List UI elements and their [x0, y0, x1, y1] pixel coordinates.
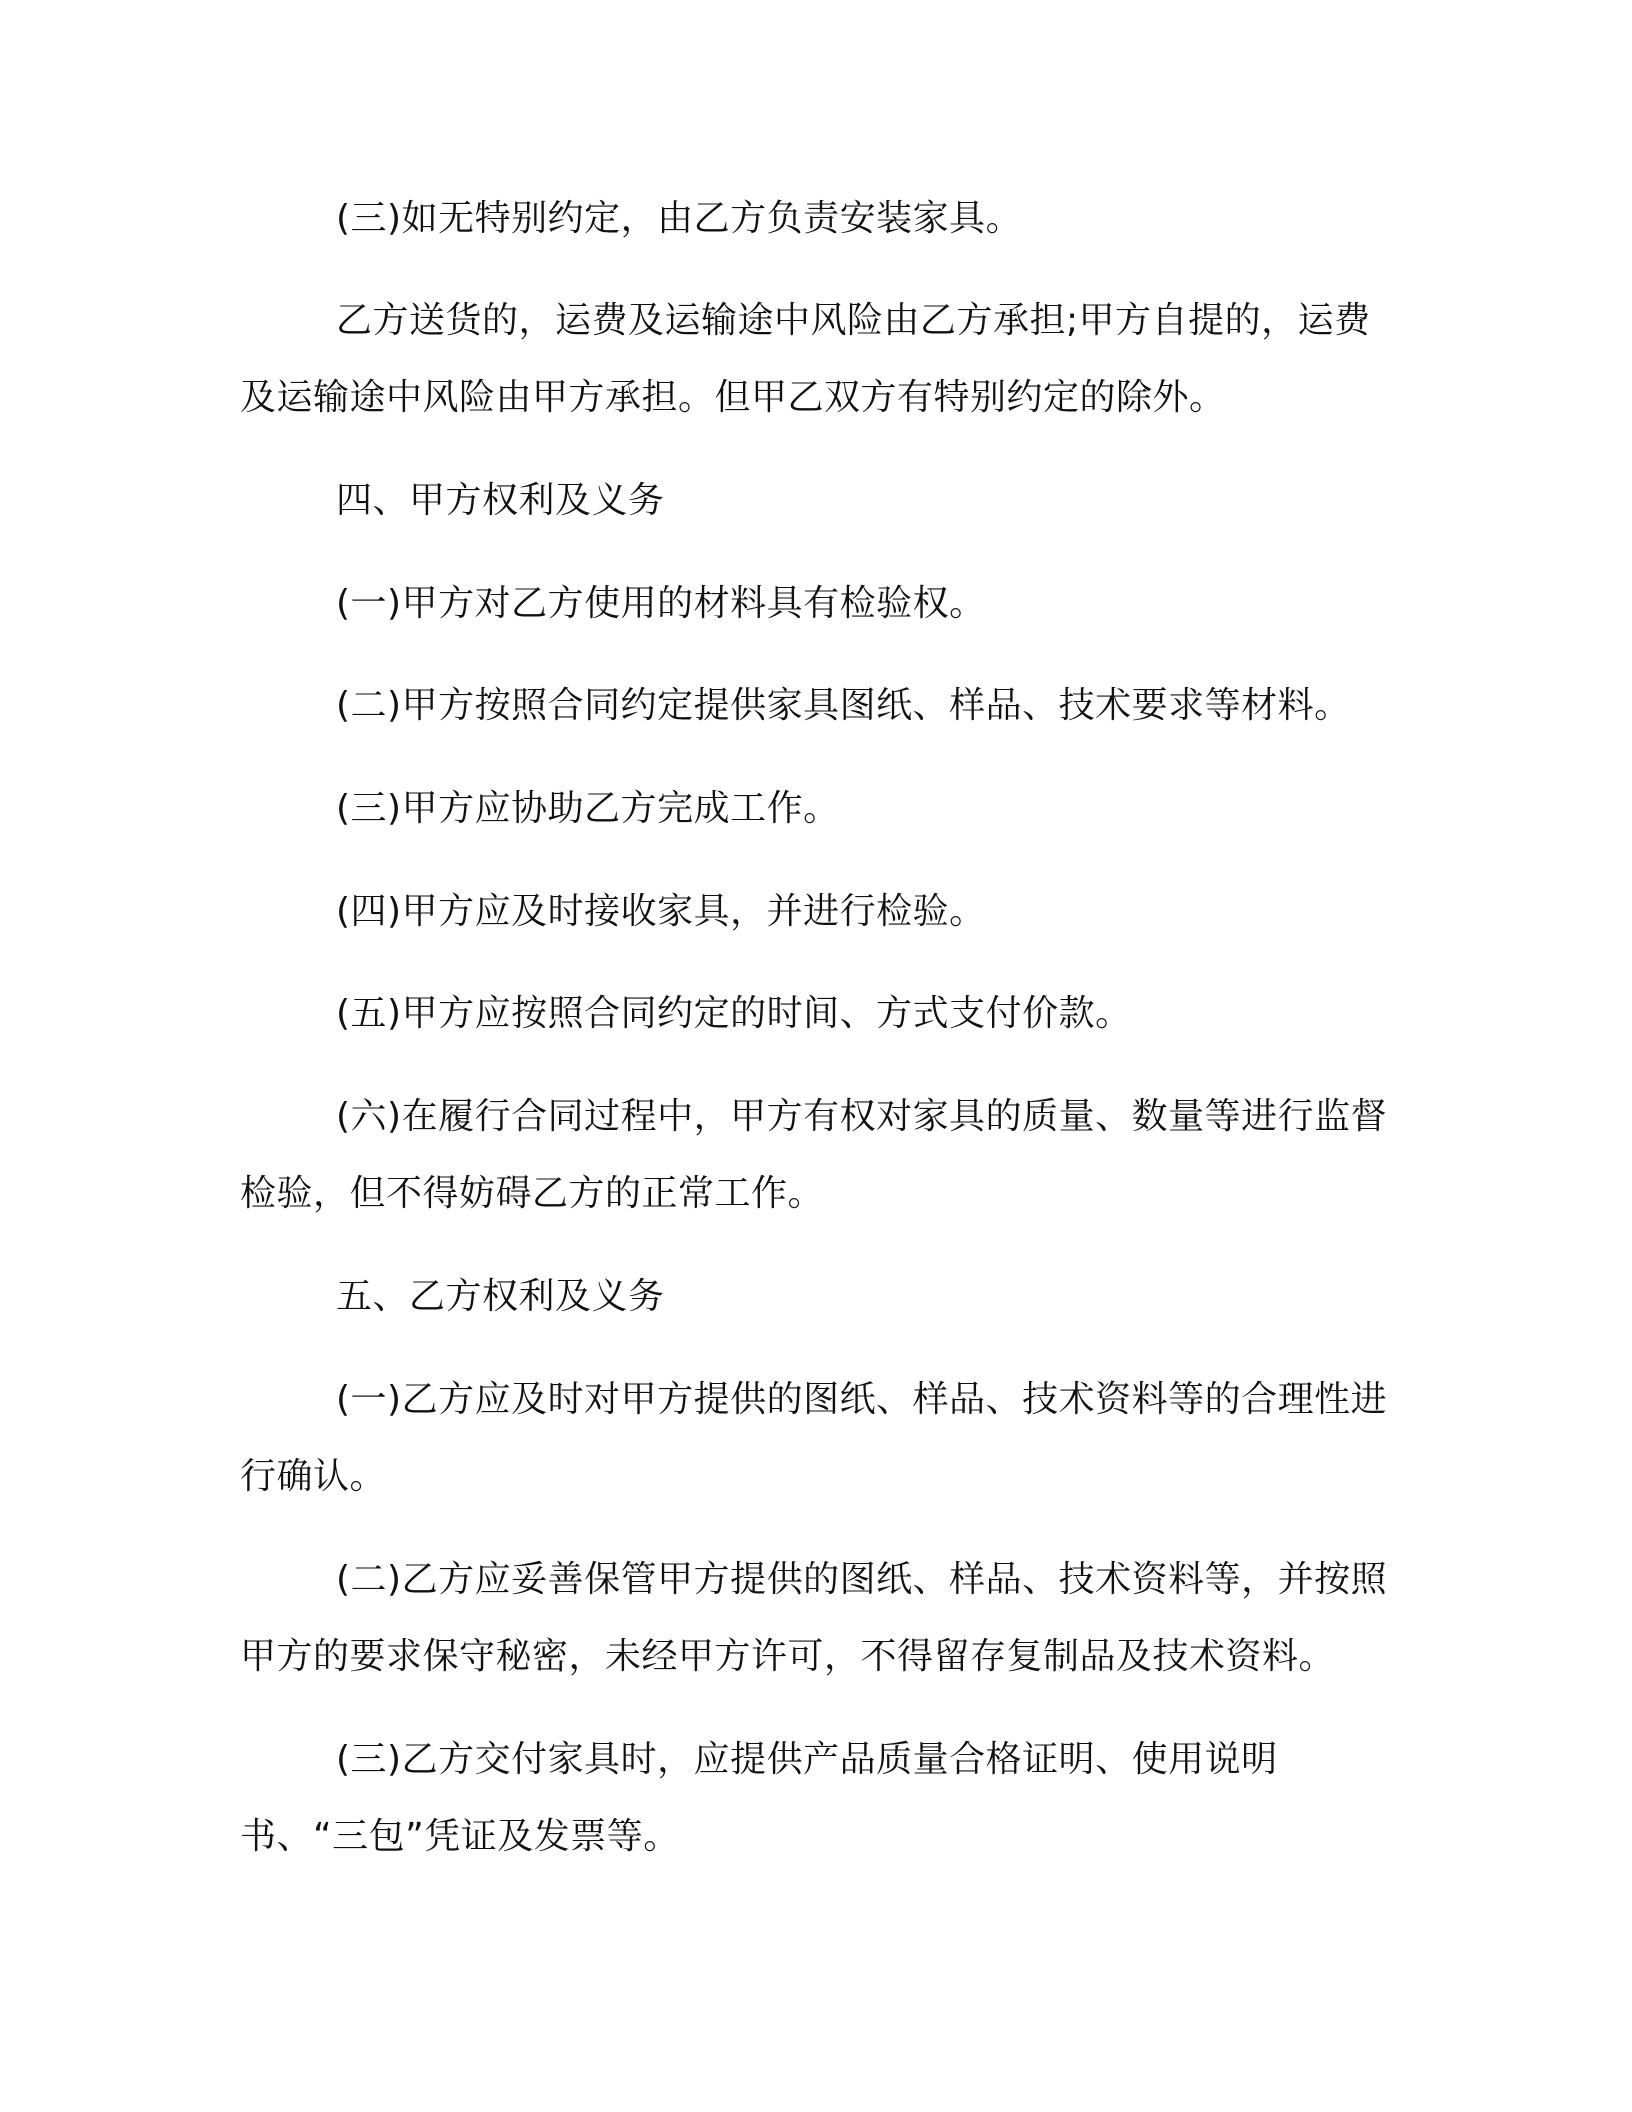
- paragraph-a-6: (六)在履行合同过程中，甲方有权对家具的质量、数量等进行监督检验，但不得妨碍乙方的正常工作。: [240, 1096, 1388, 1214]
- paragraph-b-2: (二)乙方应妥善保管甲方提供的图纸、样品、技术资料等，并按照甲方的要求保守秘密，未经甲方许可，不得留存复制品及技术资料。: [240, 1559, 1388, 1677]
- section-heading-party-b: 五、乙方权利及义务: [336, 1276, 665, 1317]
- paragraph-a-1: (一)甲方对乙方使用的材料具有检验权。: [336, 583, 986, 624]
- paragraph-delivery-risk: 乙方送货的，运费及运输途中风险由乙方承担;甲方自提的，运费及运输途中风险由甲方承担。但甲乙双方有特别约定的除外。: [240, 300, 1371, 418]
- paragraph-b-3: (三)乙方交付家具时，应提供产品质量合格证明、使用说明书、“三包”凭证及发票等。: [240, 1739, 1278, 1857]
- paragraph-b-1: (一)乙方应及时对甲方提供的图纸、样品、技术资料等的合理性进行确认。: [240, 1379, 1388, 1497]
- paragraph-a-4: (四)甲方应及时接收家具，并进行检验。: [336, 891, 986, 932]
- paragraph-a-3: (三)甲方应协助乙方完成工作。: [336, 788, 840, 829]
- section-heading-party-a: 四、甲方权利及义务: [336, 480, 665, 521]
- paragraph-a-2: (二)甲方按照合同约定提供家具图纸、样品、技术要求等材料。: [336, 685, 1351, 726]
- paragraph-installation: (三)如无特别约定，由乙方负责安装家具。: [336, 198, 1023, 239]
- paragraph-a-5: (五)甲方应按照合同约定的时间、方式支付价款。: [336, 993, 1132, 1034]
